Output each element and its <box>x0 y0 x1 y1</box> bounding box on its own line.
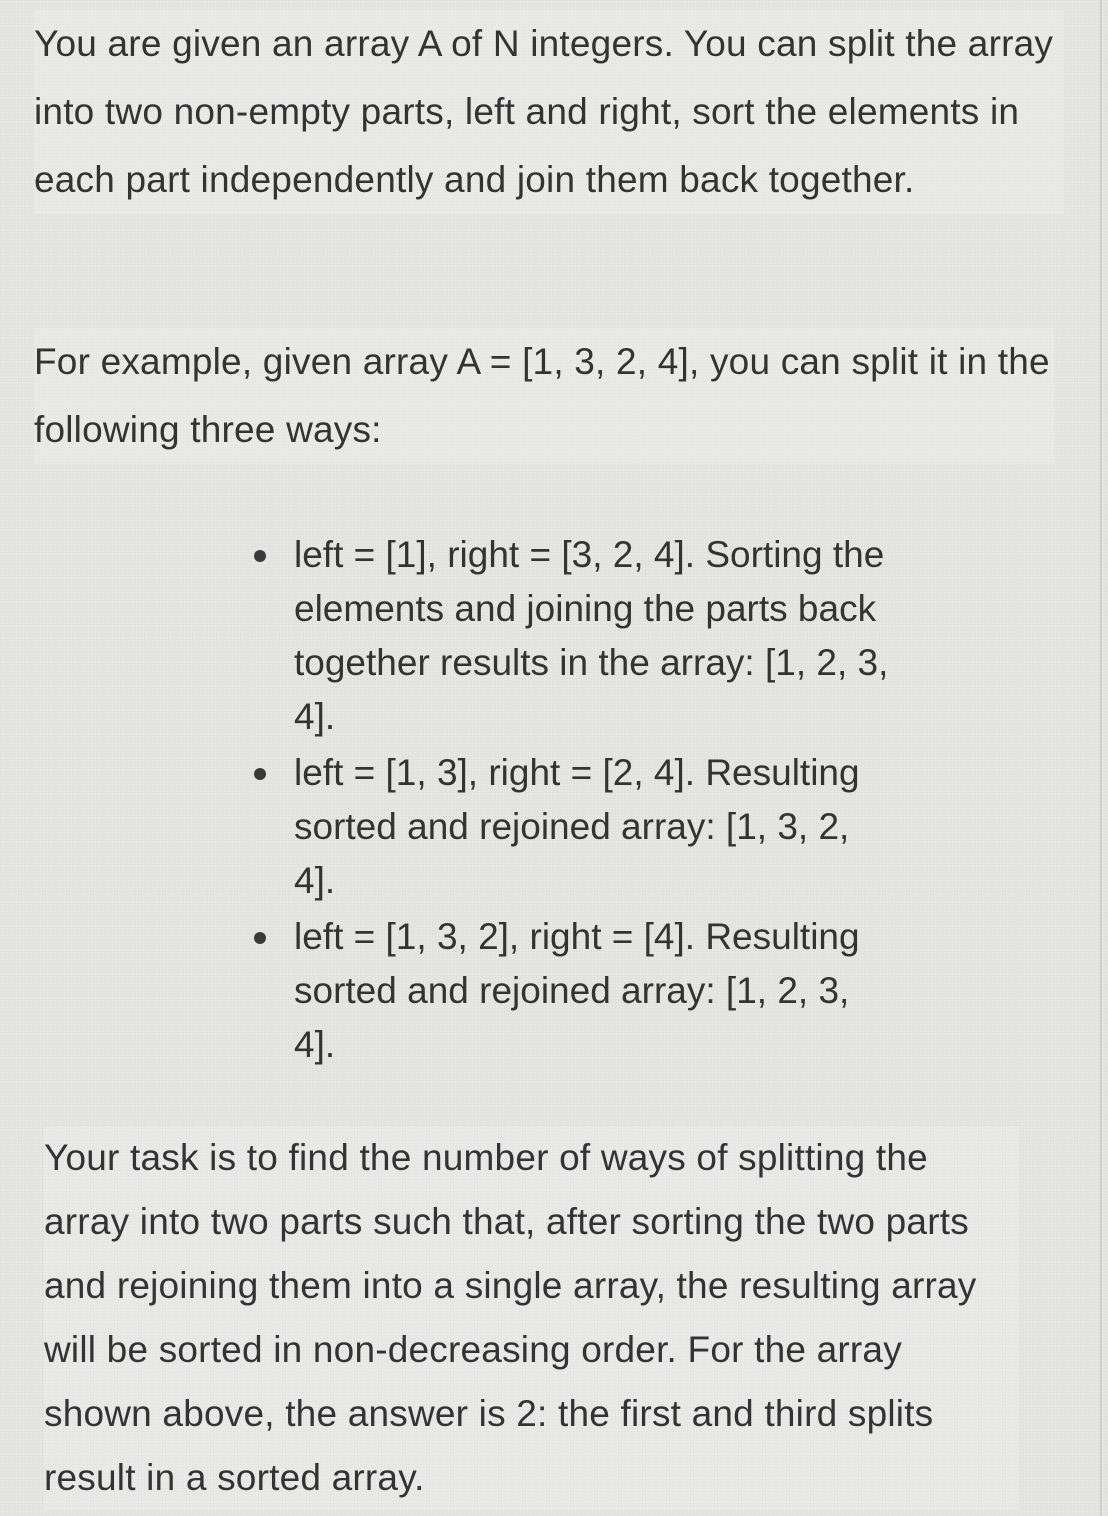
example-split-text: left = [1, 3], right = [2, 4]. Resulting sorted and rejoined array: [1, 3, 2, 4]. <box>294 752 860 901</box>
list-item <box>250 910 890 1072</box>
bullet-icon <box>254 768 266 780</box>
bullet-icon <box>254 550 266 562</box>
example-split-text: left = [1], right = [3, 2, 4]. Sorting the elements and joining the parts back together results in the array: [1, 2, 3, 4]. <box>294 534 889 737</box>
task-paragraph: Your task is to find the number of ways of splitting the array into two parts such that, after sorting the two parts and rejoining them into a single array, the resulting array will be sorted in non-decreasing order. For the array shown above, the answer is 2: the first and third splits result in a sorted array. <box>44 1126 1019 1510</box>
intro-paragraph: You are given an array A of N integers. You can split the array into two non-empty parts, left and right, sort the elements in each part independently and join them back together. <box>34 10 1064 214</box>
list-item <box>250 746 890 908</box>
bullet-icon <box>254 932 266 944</box>
example-intro-paragraph: For example, given array A = [1, 3, 2, 4], you can split it in the following three ways: <box>34 328 1054 464</box>
screen-edge-divider <box>1100 0 1102 1516</box>
example-split-list <box>250 528 890 1074</box>
list-item <box>250 528 890 744</box>
example-split-text: left = [1, 3, 2], right = [4]. Resulting sorted and rejoined array: [1, 2, 3, 4]. <box>294 916 860 1065</box>
